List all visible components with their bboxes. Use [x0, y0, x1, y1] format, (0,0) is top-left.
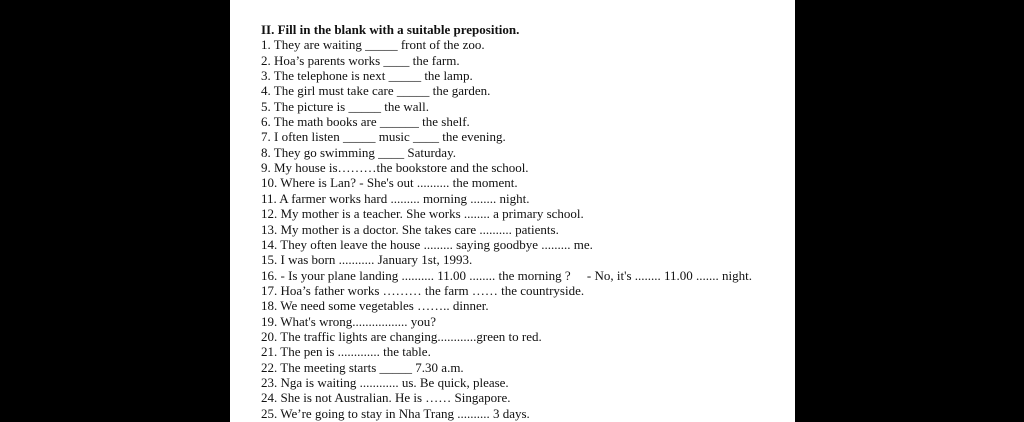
exercise-item-14: 14. They often leave the house ......... saying goodbye ......... me. — [261, 236, 593, 252]
worksheet-page — [230, 0, 795, 422]
exercise-item-11: 11. A farmer works hard ......... morning ........ night. — [261, 190, 530, 206]
exercise-item-13: 13. My mother is a doctor. She takes care .......... patients. — [261, 221, 559, 237]
exercise-item-19: 19. What's wrong................. you? — [261, 313, 437, 329]
exercise-item-6: 6. The math books are ______ the shelf. — [261, 114, 470, 130]
exercise-item-23: 23. Nga is waiting ............ us. Be quick, please. — [261, 374, 509, 390]
exercise-item-7: 7. I often listen _____ music ____ the evening. — [261, 129, 506, 145]
exercise-item-22: 22. The meeting starts _____ 7.30 a.m. — [261, 359, 464, 375]
exercise-item-3: 3. The telephone is next _____ the lamp. — [261, 68, 473, 84]
exercise-item-15: 15. I was born ........... January 1st, 1993. — [261, 252, 473, 268]
exercise-item-12: 12. My mother is a teacher. She works ........ a primary school. — [261, 206, 584, 222]
exercise-item-9: 9. My house is………the bookstore and the school. — [261, 160, 529, 176]
exercise-item-10: 10. Where is Lan? - She's out .......... the moment. — [261, 175, 518, 191]
exercise-heading: II. Fill in the blank with a suitable preposition. — [261, 22, 520, 37]
exercise-item-8: 8. They go swimming ____ Saturday. — [261, 144, 456, 160]
exercise-item-16: 16. - Is your plane landing .......... 11.00 ........ the morning ? - No, it's ........ 11.00 ....... night. — [261, 267, 752, 283]
exercise-item-4: 4. The girl must take care _____ the garden. — [261, 83, 491, 99]
exercise-item-5: 5. The picture is _____ the wall. — [261, 98, 430, 114]
exercise-content — [261, 22, 752, 421]
exercise-item-24: 24. She is not Australian. He is …… Singapore. — [261, 390, 511, 406]
exercise-item-18: 18. We need some vegetables …….. dinner. — [261, 298, 489, 314]
exercise-item-21: 21. The pen is ............. the table. — [261, 344, 431, 360]
exercise-item-2: 2. Hoa’s parents works ____ the farm. — [261, 52, 460, 68]
exercise-item-20: 20. The traffic lights are changing............green to red. — [261, 328, 542, 344]
exercise-item-25: 25. We’re going to stay in Nha Trang .......... 3 days. — [261, 405, 530, 421]
exercise-item-1: 1. They are waiting _____ front of the zoo. — [261, 37, 485, 53]
exercise-item-17: 17. Hoa’s father works ……… the farm …… the countryside. — [261, 282, 585, 298]
